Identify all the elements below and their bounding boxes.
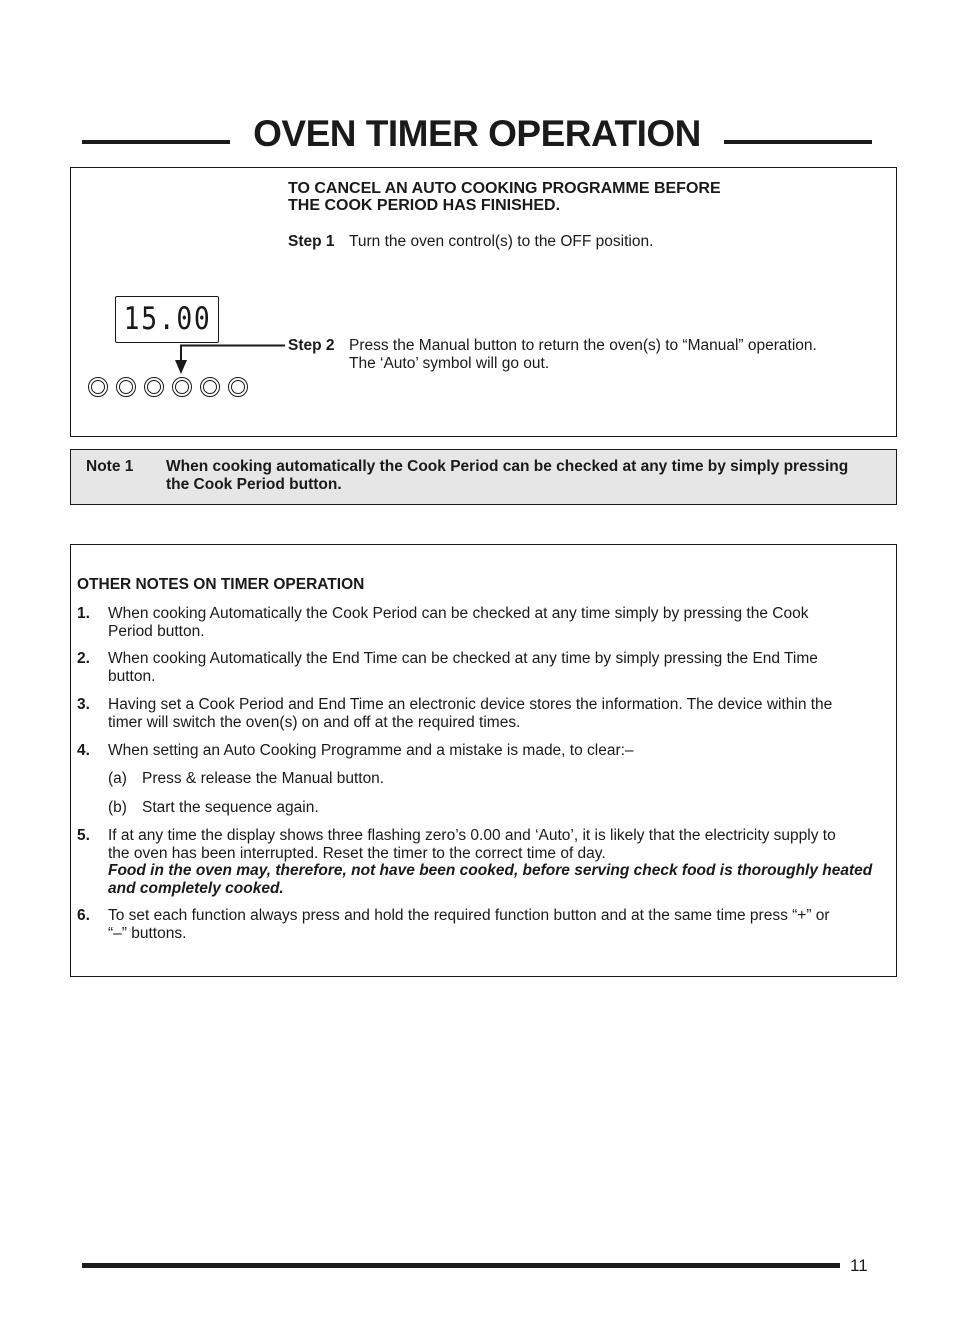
subitem-letter: (b) bbox=[108, 799, 127, 816]
note-text-line1: When cooking automatically the Cook Period can be checked at any time by simply pressing bbox=[166, 458, 849, 475]
cancel-heading-line2: THE COOK PERIOD HAS FINISHED. bbox=[288, 197, 561, 214]
note-item-6 bbox=[77, 907, 889, 942]
note-item-5 bbox=[77, 827, 889, 897]
timer-button-1 bbox=[88, 377, 108, 397]
timer-display-digits: 15.00 bbox=[123, 301, 212, 337]
note-subitem-a bbox=[108, 770, 384, 788]
timer-display bbox=[115, 296, 219, 343]
cancel-heading-line1: TO CANCEL AN AUTO COOKING PROGRAMME BEFORE bbox=[288, 180, 721, 197]
page-title: OVEN TIMER OPERATION bbox=[253, 113, 701, 154]
timer-button-5 bbox=[200, 377, 220, 397]
title-rule-right bbox=[724, 140, 872, 144]
note-item-text: When setting an Auto Cooking Programme and a mistake is made, to clear:– bbox=[108, 742, 634, 759]
note-item-text: When cooking Automatically the End Time can be checked at any time by simply pressing the End Time bbox=[108, 650, 818, 667]
note-item-warning: and completely cooked. bbox=[108, 879, 284, 897]
note-text-line2: the Cook Period button. bbox=[166, 476, 342, 493]
page-number: 11 bbox=[850, 1256, 868, 1275]
note-item-text: When cooking Automatically the Cook Period can be checked at any time simply by pressing the Cook bbox=[108, 605, 809, 622]
note-item-text: the oven has been interrupted. Reset the timer to the correct time of day. bbox=[108, 844, 606, 862]
note-label: Note 1 bbox=[86, 458, 134, 475]
note-item-number: 6. bbox=[77, 907, 90, 924]
note-item-number: 3. bbox=[77, 696, 90, 713]
note-item-2 bbox=[77, 650, 889, 685]
note-item-number: 5. bbox=[77, 827, 90, 844]
note-item-number: 1. bbox=[77, 605, 90, 622]
note-item-text: timer will switch the oven(s) on and off at the required times. bbox=[108, 713, 521, 731]
timer-button-manual bbox=[172, 377, 192, 397]
footer-rule bbox=[82, 1263, 840, 1268]
subitem-text: Press & release the Manual button. bbox=[142, 770, 385, 787]
timer-button-2 bbox=[116, 377, 136, 397]
timer-button-6 bbox=[228, 377, 248, 397]
timer-button-3 bbox=[144, 377, 164, 397]
note-item-4 bbox=[77, 742, 889, 760]
note-item-number: 2. bbox=[77, 650, 90, 667]
step2-text-line1: Press the Manual button to return the oven(s) to “Manual” operation. bbox=[349, 337, 817, 354]
note-item-warning: Food in the oven may, therefore, not have been cooked, before serving check food is thoroughly heated bbox=[108, 862, 873, 879]
step1-label: Step 1 bbox=[288, 233, 335, 250]
note-item-text: If at any time the display shows three flashing zero’s 0.00 and ‘Auto’, it is likely that the electricity supply to bbox=[108, 827, 836, 844]
step2-label: Step 2 bbox=[288, 337, 335, 354]
note-item-3 bbox=[77, 696, 889, 731]
note-item-text: “–” buttons. bbox=[108, 924, 187, 942]
subitem-text: Start the sequence again. bbox=[142, 799, 319, 816]
note-item-1 bbox=[77, 605, 889, 640]
pointer-arrow bbox=[170, 340, 290, 378]
other-notes-heading: OTHER NOTES ON TIMER OPERATION bbox=[77, 576, 365, 593]
note-item-number: 4. bbox=[77, 742, 90, 759]
step1-text: Turn the oven control(s) to the OFF position. bbox=[349, 233, 654, 250]
subitem-letter: (a) bbox=[108, 770, 127, 787]
title-rule-left bbox=[82, 140, 230, 144]
note-item-text: button. bbox=[108, 667, 156, 685]
note-item-text: To set each function always press and hold the required function button and at the same time press “+” or bbox=[108, 907, 830, 924]
note-item-text: Having set a Cook Period and End Time an electronic device stores the information. The device within the bbox=[108, 696, 833, 713]
note-item-text: Period button. bbox=[108, 622, 205, 640]
step2-text-line2: The ‘Auto’ symbol will go out. bbox=[349, 355, 550, 372]
note-subitem-b bbox=[108, 799, 319, 817]
